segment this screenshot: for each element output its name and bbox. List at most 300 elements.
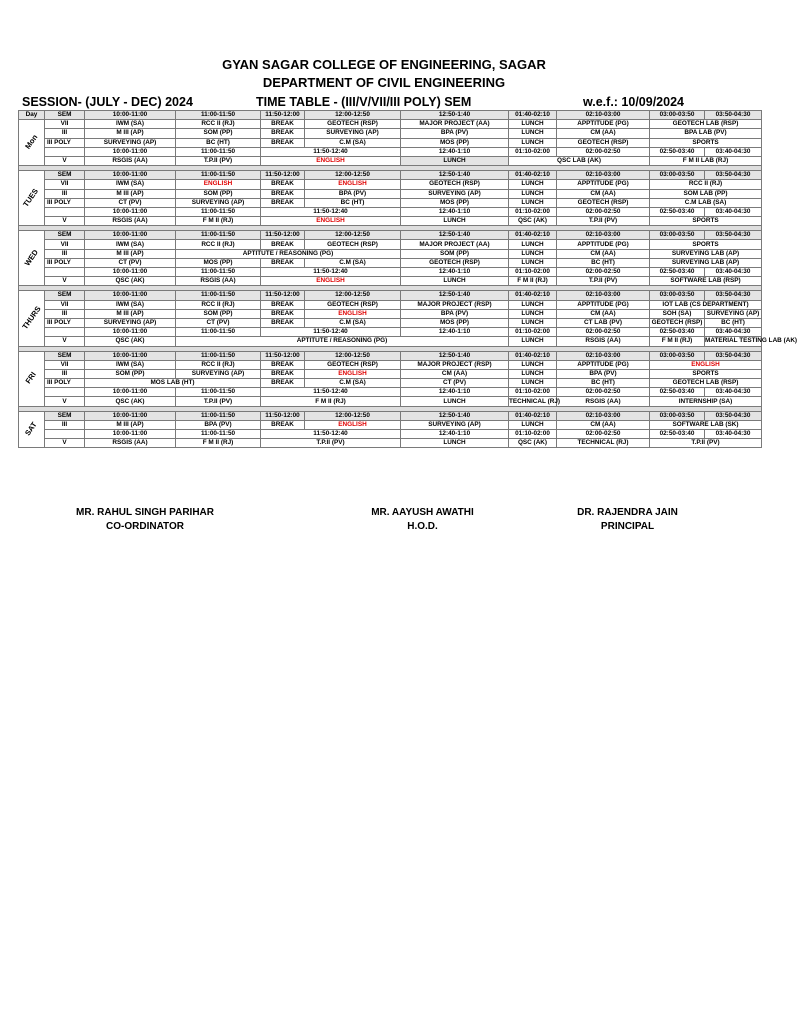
- header-cell: 10:00-11:00: [85, 111, 176, 120]
- table-cell: V: [45, 156, 85, 165]
- table-cell: 11:00-11:50: [176, 430, 261, 439]
- table-cell: BC (HT): [305, 198, 401, 207]
- table-cell: VII: [45, 120, 85, 129]
- table-row: [19, 309, 762, 318]
- table-cell: 02:00-02:50: [557, 430, 650, 439]
- table-cell: 10:00-11:00: [85, 430, 176, 439]
- day-label: SAT: [19, 411, 45, 448]
- table-cell: LUNCH: [401, 277, 509, 286]
- table-cell: RCC II (RJ): [176, 360, 261, 369]
- header-cell: 03:50-04:30: [705, 171, 762, 180]
- table-cell: SOFTWARE LAB (RSP): [650, 277, 762, 286]
- table-cell: III: [45, 189, 85, 198]
- table-cell: F M II (RJ): [650, 337, 705, 346]
- table-cell: III: [45, 369, 85, 378]
- table-cell: T.P.II (PV): [261, 439, 401, 448]
- table-cell: 11:50-12:40: [261, 147, 401, 156]
- table-cell: RCC II (RJ): [176, 120, 261, 129]
- table-cell: BREAK: [261, 198, 305, 207]
- header-cell: 02:10-03:00: [557, 171, 650, 180]
- table-cell: RCC II (RJ): [176, 300, 261, 309]
- table-cell: LUNCH: [509, 129, 557, 138]
- table-cell: MAJOR PROJECT (RSP): [401, 300, 509, 309]
- header-cell: 12:00-12:50: [305, 351, 401, 360]
- table-cell: BREAK: [261, 318, 305, 327]
- header-cell: 12:50-1:40: [401, 171, 509, 180]
- table-cell: ENGLISH: [176, 180, 261, 189]
- table-cell: 11:00-11:50: [176, 328, 261, 337]
- table-cell: CT (PV): [85, 198, 176, 207]
- table-cell: 02:50-03:40: [650, 147, 705, 156]
- table-cell: MAJOR PROJECT (RSP): [401, 360, 509, 369]
- header-cell: 01:40-02:10: [509, 171, 557, 180]
- header-cell: 12:00-12:50: [305, 291, 401, 300]
- table-cell: RSGIS (AA): [557, 337, 650, 346]
- principal-signature: [545, 506, 710, 534]
- table-cell: 11:00-11:50: [176, 147, 261, 156]
- table-cell: LUNCH: [401, 217, 509, 226]
- header-cell: 11:00-11:50: [176, 411, 261, 420]
- table-cell: CT LAB (PV): [557, 318, 650, 327]
- table-row: [19, 147, 762, 156]
- table-cell: APTITUTE / REASONING (PG): [176, 337, 509, 346]
- signature-role: PRINCIPAL: [600, 521, 655, 532]
- table-cell: MATERIAL TESTING LAB (AK): [705, 337, 797, 345]
- table-cell: C.M (SA): [305, 318, 401, 327]
- table-cell: 02:00-02:50: [557, 388, 650, 397]
- table-cell: 03:40-04:30: [705, 430, 762, 439]
- table-cell: TECHNICAL (RJ): [557, 439, 650, 448]
- table-cell: 12:40-1:10: [401, 268, 509, 277]
- table-cell: SOM (PP): [401, 249, 509, 258]
- table-cell: BREAK: [261, 360, 305, 369]
- day-label: Mon: [19, 120, 45, 166]
- table-cell: SURVEYING LAB (AP): [650, 249, 762, 258]
- table-cell: GEOTECH (RSP): [305, 360, 401, 369]
- table-cell: RSGIS (AA): [176, 277, 261, 286]
- table-cell: 03:40-04:30: [705, 268, 762, 277]
- table-cell: 02:50-03:40: [650, 207, 705, 216]
- table-cell: BREAK: [261, 129, 305, 138]
- table-cell: [45, 268, 85, 277]
- table-cell: 03:40-04:30: [705, 207, 762, 216]
- table-cell: MOS (PP): [401, 318, 509, 327]
- table-cell: MAJOR PROJECT (AA): [401, 240, 509, 249]
- header-cell: 12:50-1:40: [401, 351, 509, 360]
- table-cell: T.P.II (PV): [650, 439, 762, 448]
- table-row: [19, 258, 762, 267]
- table-cell: TECHNICAL (RJ): [509, 397, 561, 405]
- table-cell: M III (AP): [85, 129, 176, 138]
- header-cell: 10:00-11:00: [85, 291, 176, 300]
- table-row: [19, 156, 762, 165]
- header-cell: 01:40-02:10: [509, 411, 557, 420]
- table-cell: RSGIS (AA): [85, 439, 176, 448]
- day-label: THURS: [19, 291, 45, 346]
- table-cell: IWM (SA): [85, 360, 176, 369]
- header-cell: 02:10-03:00: [557, 411, 650, 420]
- table-cell: 01:10-02:00: [509, 268, 557, 277]
- table-cell: LUNCH: [401, 397, 509, 406]
- header-cell: SEM: [45, 351, 85, 360]
- header-cell: 01:40-02:10: [509, 111, 557, 120]
- table-cell: APPTITUDE (PG): [557, 120, 650, 129]
- table-cell: 02:00-02:50: [557, 147, 650, 156]
- table-cell: LUNCH: [509, 249, 557, 258]
- table-cell: CT (PV): [85, 258, 176, 267]
- table-cell: F M II (RJ): [509, 277, 557, 286]
- table-cell: SURVEYING (AP): [305, 129, 401, 138]
- table-cell: QSC (AK): [85, 277, 176, 286]
- table-cell: BPA (PV): [176, 420, 261, 429]
- table-row: [19, 120, 762, 129]
- table-row: [19, 138, 762, 147]
- header-cell: 10:00-11:00: [85, 231, 176, 240]
- table-cell: [45, 147, 85, 156]
- table-cell: CM (AA): [401, 369, 509, 378]
- table-cell: QSC (AK): [509, 439, 557, 448]
- table-cell: BC (HT): [705, 318, 762, 327]
- header-cell: 03:00-03:50: [650, 291, 705, 300]
- table-cell: 12:40-1:10: [401, 328, 509, 337]
- table-cell: MOS (PP): [401, 198, 509, 207]
- table-cell: F M II (RJ): [261, 397, 401, 406]
- table-cell: APPTITUDE (PG): [557, 300, 650, 309]
- header-cell: 11:00-11:50: [176, 351, 261, 360]
- table-cell: BREAK: [261, 309, 305, 318]
- table-cell: SPORTS: [650, 217, 762, 226]
- table-cell: III POLY: [45, 318, 85, 327]
- header-cell: 11:50-12:00: [261, 411, 305, 420]
- table-cell: GEOTECH (RSP): [650, 318, 705, 327]
- header-cell: 03:00-03:50: [650, 351, 705, 360]
- table-row: [19, 291, 762, 300]
- table-cell: IWM (SA): [85, 240, 176, 249]
- table-cell: F M II (RJ): [176, 217, 261, 226]
- table-cell: ENGLISH: [261, 156, 401, 165]
- table-row: [19, 397, 762, 406]
- header-cell: 11:00-11:50: [176, 231, 261, 240]
- table-cell: CM (AA): [557, 309, 650, 318]
- signature-role: H.O.D.: [407, 521, 438, 532]
- table-cell: LUNCH: [509, 180, 557, 189]
- table-cell: GEOTECH (RSP): [557, 198, 650, 207]
- table-cell: RCC II (RJ): [176, 240, 261, 249]
- table-cell: III: [45, 249, 85, 258]
- table-cell: BC (HT): [557, 379, 650, 388]
- table-cell: CM (AA): [557, 189, 650, 198]
- header-cell: 11:00-11:50: [176, 291, 261, 300]
- table-cell: QSC (AK): [509, 217, 557, 226]
- table-cell: MOS (PP): [401, 138, 509, 147]
- table-cell: SOM (PP): [176, 309, 261, 318]
- table-cell: V: [45, 277, 85, 286]
- table-cell: VII: [45, 180, 85, 189]
- header-cell: 12:50-1:40: [401, 411, 509, 420]
- table-cell: VII: [45, 300, 85, 309]
- table-cell: C.M (SA): [305, 258, 401, 267]
- table-cell: CM (AA): [557, 420, 650, 429]
- table-cell: III POLY: [45, 379, 85, 388]
- table-cell: SURVEYING (AP): [401, 420, 509, 429]
- table-cell: T.P.II (PV): [557, 277, 650, 286]
- table-row: [19, 277, 762, 286]
- table-cell: V: [45, 217, 85, 226]
- header-cell: SEM: [45, 171, 85, 180]
- table-cell: SURVEYING LAB (AP): [650, 258, 762, 267]
- table-row: [19, 420, 762, 429]
- table-cell: SOM LAB (PP): [650, 189, 762, 198]
- header-cell: SEM: [45, 111, 85, 120]
- table-cell: LUNCH: [509, 379, 557, 388]
- table-row: [19, 369, 762, 378]
- table-row: [19, 430, 762, 439]
- signature-name: MR. AAYUSH AWATHI: [371, 507, 474, 518]
- table-cell: LUNCH: [509, 189, 557, 198]
- table-cell: 01:10-02:00: [509, 147, 557, 156]
- table-cell: C.M (SA): [305, 379, 401, 388]
- day-label: WED: [19, 231, 45, 286]
- table-cell: M III (AP): [85, 420, 176, 429]
- table-row: [19, 360, 762, 369]
- table-cell: GEOTECH (RSP): [401, 258, 509, 267]
- header-cell: 03:00-03:50: [650, 111, 705, 120]
- table-cell: BREAK: [261, 120, 305, 129]
- table-cell: LUNCH: [509, 337, 557, 346]
- table-cell: 11:50-12:40: [261, 207, 401, 216]
- table-cell: M III (AP): [85, 309, 176, 318]
- table-cell: C.M (SA): [305, 138, 401, 147]
- table-cell: V: [45, 439, 85, 448]
- table-cell: BC (HT): [176, 138, 261, 147]
- table-cell: F M II (RJ): [176, 439, 261, 448]
- table-cell: 03:40-04:30: [705, 328, 762, 337]
- table-cell: BREAK: [261, 379, 305, 388]
- table-cell: III POLY: [45, 198, 85, 207]
- table-cell: 11:00-11:50: [176, 388, 261, 397]
- table-cell: LUNCH: [509, 369, 557, 378]
- header-cell: 11:50-12:00: [261, 171, 305, 180]
- session-label: SESSION- (JULY - DEC) 2024: [22, 95, 193, 109]
- signature-name: DR. RAJENDRA JAIN: [577, 507, 678, 518]
- table-cell: ENGLISH: [305, 369, 401, 378]
- table-cell: RSGIS (AA): [85, 156, 176, 165]
- table-cell: LUNCH: [509, 120, 557, 129]
- header-cell: 10:00-11:00: [85, 171, 176, 180]
- day-label: TUES: [19, 171, 45, 226]
- table-cell: APPTITUDE (PG): [557, 240, 650, 249]
- table-cell: III: [45, 309, 85, 318]
- table-row: [19, 351, 762, 360]
- table-cell: IWM (SA): [85, 120, 176, 129]
- header-cell: 12:00-12:50: [305, 111, 401, 120]
- table-row: [19, 189, 762, 198]
- header-cell: 03:50-04:30: [705, 231, 762, 240]
- header-cell: 03:50-04:30: [705, 111, 762, 120]
- table-cell: III: [45, 420, 85, 429]
- table-cell: 02:50-03:40: [650, 388, 705, 397]
- table-cell: GEOTECH (RSP): [557, 138, 650, 147]
- table-cell: 11:50-12:40: [261, 430, 401, 439]
- table-cell: SURVEYING (AP): [705, 309, 762, 318]
- table-cell: ENGLISH: [650, 360, 762, 369]
- signature-name: MR. RAHUL SINGH PARIHAR: [76, 507, 214, 518]
- table-cell: CM (AA): [557, 129, 650, 138]
- table-row: [19, 337, 762, 346]
- table-cell: ENGLISH: [261, 217, 401, 226]
- header-cell: 11:50-12:00: [261, 111, 305, 120]
- header-cell: SEM: [45, 291, 85, 300]
- header-cell: 11:50-12:00: [261, 291, 305, 300]
- table-cell: SPORTS: [650, 369, 762, 378]
- table-cell: V: [45, 337, 85, 346]
- header-cell: 02:10-03:00: [557, 291, 650, 300]
- table-cell: SPORTS: [650, 240, 762, 249]
- header-cell: 12:50-1:40: [401, 291, 509, 300]
- table-cell: SURVEYING (AP): [85, 138, 176, 147]
- table-cell: QSC LAB (AK): [509, 156, 650, 165]
- table-cell: LUNCH: [509, 138, 557, 147]
- table-cell: SOH (SA): [650, 309, 705, 318]
- table-cell: BREAK: [261, 189, 305, 198]
- table-cell: BREAK: [261, 258, 305, 267]
- table-cell: [45, 430, 85, 439]
- table-cell: F M II LAB (RJ): [650, 156, 762, 165]
- table-cell: ENGLISH: [305, 309, 401, 318]
- table-cell: BREAK: [261, 369, 305, 378]
- table-cell: BREAK: [261, 300, 305, 309]
- table-cell: 11:00-11:50: [176, 207, 261, 216]
- table-row: [19, 198, 762, 207]
- table-header-row: [19, 111, 762, 120]
- table-cell: VII: [45, 240, 85, 249]
- table-cell: LUNCH: [509, 300, 557, 309]
- table-row: [19, 129, 762, 138]
- table-cell: ENGLISH: [305, 420, 401, 429]
- table-cell: LUNCH: [509, 420, 557, 429]
- table-cell: IOT LAB (CS DEPARTMENT): [650, 300, 762, 309]
- table-cell: LUNCH: [509, 360, 557, 369]
- table-cell: BPA (PV): [401, 129, 509, 138]
- table-cell: APTITUTE / REASONING (PG): [176, 249, 401, 258]
- table-cell: T.P.II (PV): [176, 156, 261, 165]
- table-cell: BPA (PV): [401, 309, 509, 318]
- table-row: [19, 240, 762, 249]
- table-cell: GEOTECH (RSP): [401, 180, 509, 189]
- header-cell: 11:00-11:50: [176, 111, 261, 120]
- timetable-label: TIME TABLE - (III/V/VII/III POLY) SEM: [256, 95, 472, 109]
- table-cell: ENGLISH: [261, 277, 401, 286]
- table-cell: SOM (PP): [85, 369, 176, 378]
- header-cell: 02:10-03:00: [557, 231, 650, 240]
- table-cell: T.P.II (PV): [176, 397, 261, 406]
- table-cell: CT (PV): [401, 379, 509, 388]
- header-cell: 02:10-03:00: [557, 111, 650, 120]
- table-cell: INTERNSHIP (SA): [650, 397, 762, 406]
- table-cell: LUNCH: [401, 156, 509, 165]
- header-cell: 12:00-12:50: [305, 171, 401, 180]
- table-cell: III: [45, 129, 85, 138]
- table-row: [19, 231, 762, 240]
- table-cell: BPA (PV): [557, 369, 650, 378]
- header-cell: 01:40-02:10: [509, 351, 557, 360]
- table-cell: VII: [45, 360, 85, 369]
- header-cell: 12:50-1:40: [401, 111, 509, 120]
- table-cell: 10:00-11:00: [85, 328, 176, 337]
- header-cell: 12:00-12:50: [305, 231, 401, 240]
- table-cell: BREAK: [261, 240, 305, 249]
- table-cell: LUNCH: [509, 198, 557, 207]
- table-row: [19, 388, 762, 397]
- table-cell: LUNCH: [509, 309, 557, 318]
- table-cell: SURVEYING (AP): [176, 198, 261, 207]
- timetable: [18, 110, 797, 448]
- table-cell: RSGIS (AA): [557, 397, 650, 406]
- table-cell: M III (AP): [85, 249, 176, 258]
- table-cell: GEOTECH LAB (RSP): [650, 379, 762, 388]
- table-cell: SURVEYING (AP): [85, 318, 176, 327]
- hod-signature: [340, 506, 505, 534]
- table-cell: 12:40-1:10: [401, 207, 509, 216]
- table-cell: BPA LAB (PV): [650, 129, 762, 138]
- table-cell: APPTITUDE (PG): [557, 360, 650, 369]
- table-cell: MAJOR PROJECT (AA): [401, 120, 509, 129]
- table-cell: 03:40-04:30: [705, 147, 762, 156]
- table-cell: 11:50-12:40: [261, 268, 401, 277]
- table-cell: SURVEYING (AP): [401, 189, 509, 198]
- header-cell: 11:00-11:50: [176, 171, 261, 180]
- table-cell: 02:00-02:50: [557, 207, 650, 216]
- table-cell: 01:10-02:00: [509, 430, 557, 439]
- header-cell: 12:00-12:50: [305, 411, 401, 420]
- table-cell: LUNCH: [509, 318, 557, 327]
- table-row: [19, 217, 762, 226]
- department-title: DEPARTMENT OF CIVIL ENGINEERING: [262, 75, 506, 90]
- table-cell: 01:10-02:00: [509, 207, 557, 216]
- header-cell: 03:00-03:50: [650, 171, 705, 180]
- table-cell: C.M LAB (SA): [650, 198, 762, 207]
- table-cell: MOS LAB (HT): [85, 379, 261, 388]
- table-cell: [45, 388, 85, 397]
- table-cell: IWM (SA): [85, 180, 176, 189]
- table-cell: 11:00-11:50: [176, 268, 261, 277]
- header-cell: 11:50-12:00: [261, 231, 305, 240]
- header-cell: 03:50-04:30: [705, 351, 762, 360]
- table-cell: 03:40-04:30: [705, 388, 762, 397]
- signature-role: CO-ORDINATOR: [106, 521, 184, 532]
- table-cell: 10:00-11:00: [85, 388, 176, 397]
- table-cell: ENGLISH: [305, 180, 401, 189]
- table-cell: APPTITUDE (PG): [557, 180, 650, 189]
- table-cell: LUNCH: [509, 258, 557, 267]
- table-cell: 02:50-03:40: [650, 430, 705, 439]
- table-cell: CT (PV): [176, 318, 261, 327]
- header-cell: 03:50-04:30: [705, 411, 762, 420]
- table-cell: 10:00-11:00: [85, 207, 176, 216]
- table-row: [19, 300, 762, 309]
- table-row: [19, 439, 762, 448]
- college-title: GYAN SAGAR COLLEGE OF ENGINEERING, SAGAR: [222, 57, 546, 72]
- table-cell: 02:00-02:50: [557, 268, 650, 277]
- table-cell: SOFTWARE LAB (SK): [650, 420, 762, 429]
- table-cell: SPORTS: [650, 138, 762, 147]
- table-cell: III POLY: [45, 138, 85, 147]
- table-row: [19, 180, 762, 189]
- table-row: [19, 268, 762, 277]
- table-cell: [45, 328, 85, 337]
- table-cell: 10:00-11:00: [85, 147, 176, 156]
- table-cell: QSC (AK): [85, 397, 176, 406]
